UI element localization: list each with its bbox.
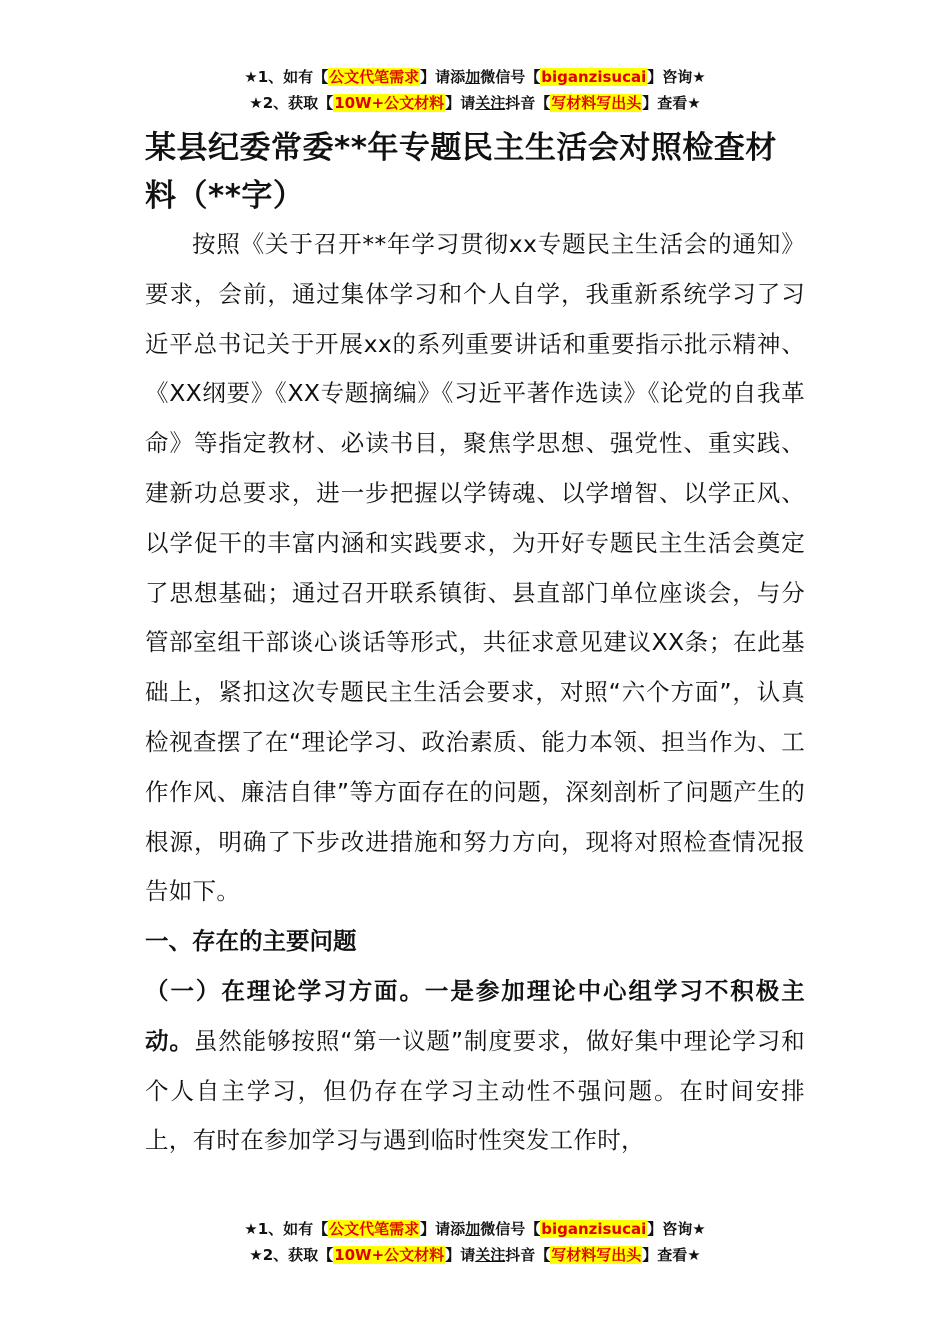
banner-text: 抖音【 — [505, 1246, 551, 1264]
banner-text: 微信号【 — [480, 68, 541, 86]
highlight-douyin-id: 写材料写出头 — [551, 1246, 642, 1264]
banner-text: 微信号【 — [480, 1220, 541, 1238]
banner-text: ★1、如有【 — [244, 68, 329, 86]
banner-text: ★2、获取【 — [249, 94, 334, 112]
subsection-paragraph — [145, 967, 805, 1166]
banner-text: 】请添 — [420, 68, 466, 86]
banner-text: 】请 — [445, 94, 476, 112]
banner-text: 】请 — [445, 1246, 476, 1264]
banner-text: ★1、如有【 — [244, 1220, 329, 1238]
highlight-service: 公文代笔需求 — [329, 68, 420, 86]
banner-line-2 — [0, 90, 950, 116]
highlight-wechat-id: biganzisucai — [541, 1220, 647, 1238]
banner-underline: 加 — [465, 1220, 481, 1238]
header-banner — [0, 64, 950, 116]
intro-paragraph: 按照《关于召开**年学习贯彻xx专题民主生活会的通知》要求，会前，通过集体学习和个人自学，我重新系统学习了习近平总书记关于开展xx的系列重要讲话和重要指示批示精神、《XX纲要》《XX专题摘编》《习近平著作选读》《论党的自我革命》等指定教材、必读书目，聚焦学思想、强党性、重实践、建新功总要求，进一步把握以学铸魂、以学增智、以学正风、以学促干的丰富内涵和实践要求，为开好专题民主生活会奠定了思想基础；通过召开联系镇街、县直部门单位座谈会，与分管部室组干部谈心谈话等形式，共征求意见建议XX条；在此基础上，紧扣这次专题民主生活会要求，对照“六个方面”，认真检视查摆了在“理论学习、政治素质、能力本领、担当作为、工作作风、廉洁自律”等方面存在的问题，深刻剖析了问题产生的根源，明确了下步改进措施和努力方向，现将对照检查情况报告如下。 — [145, 230, 805, 906]
highlight-service: 公文代笔需求 — [329, 1220, 420, 1238]
footer-banner — [0, 1216, 950, 1268]
banner-text: 】咨询★ — [647, 68, 706, 86]
banner-underline: 关注 — [475, 1246, 506, 1264]
banner-text: 】咨询★ — [647, 1220, 706, 1238]
banner-text: 】查看★ — [642, 94, 701, 112]
banner-text: 】查看★ — [642, 1246, 701, 1264]
highlight-wechat-id: biganzisucai — [541, 68, 647, 86]
banner-text: 抖音【 — [505, 94, 551, 112]
highlight-materials: 10W+公文材料 — [334, 1246, 445, 1264]
banner-line-2 — [0, 1242, 950, 1268]
section-heading: 一、存在的主要问题 — [145, 927, 357, 956]
banner-line-1 — [0, 1216, 950, 1242]
subsection-text: 虽然能够按照“第一议题”制度要求，做好集中理论学习和个人自主学习，但仍存在学习主动性不强问题。在时间安排上，有时在参加学习与遇到临时性突发工作时， — [145, 1026, 805, 1155]
banner-text: ★2、获取【 — [249, 1246, 334, 1264]
banner-text: 】请添 — [420, 1220, 466, 1238]
subsection-heading: （一）在理论学习方面。一是参加理论中心组学习不积极主动。 — [145, 976, 805, 1055]
banner-line-1 — [0, 64, 950, 90]
document-body — [145, 124, 805, 1166]
banner-underline: 关注 — [475, 94, 506, 112]
highlight-douyin-id: 写材料写出头 — [551, 94, 642, 112]
highlight-materials: 10W+公文材料 — [334, 94, 445, 112]
document-title: 某县纪委常委**年专题民主生活会对照检查材料（**字） — [145, 130, 777, 214]
banner-underline: 加 — [465, 68, 481, 86]
